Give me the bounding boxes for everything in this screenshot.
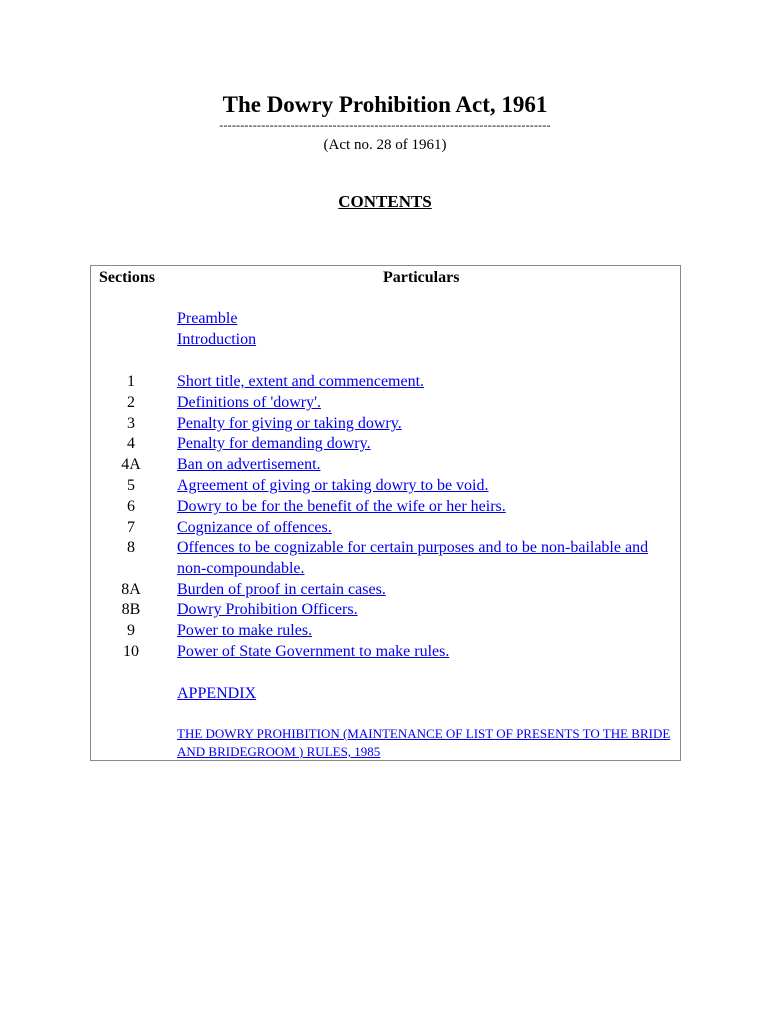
section-number: 5 <box>127 477 135 494</box>
section-link[interactable]: Power of State Government to make rules. <box>177 643 450 660</box>
section-number: 4A <box>121 456 141 473</box>
section-number: 6 <box>127 498 135 515</box>
section-link[interactable]: Definitions of 'dowry'. <box>177 394 321 411</box>
act-number: (Act no. 28 of 1961) <box>323 137 447 153</box>
section-link[interactable]: Agreement of giving or taking dowry to be void. <box>177 477 489 494</box>
rules-link[interactable]: THE DOWRY PROHIBITION (MAINTENANCE OF LIST OF PRESENTS TO THE BRIDE AND BRIDEGROOM ) RULES, 1985 <box>177 726 671 759</box>
introduction-link[interactable]: Introduction <box>177 331 257 348</box>
section-link[interactable]: Dowry to be for the benefit of the wife or her heirs. <box>177 498 506 515</box>
section-link[interactable]: Short title, extent and commencement. <box>177 373 425 390</box>
document-title: The Dowry Prohibition Act, 1961 <box>222 92 548 117</box>
contents-table <box>90 265 681 761</box>
appendix-link[interactable]: APPENDIX <box>177 685 257 702</box>
section-link[interactable]: Penalty for demanding dowry. <box>177 435 371 452</box>
contents-heading: CONTENTS <box>338 192 432 211</box>
section-number: 8B <box>121 601 141 618</box>
section-number: 1 <box>127 373 135 390</box>
section-link[interactable]: Dowry Prohibition Officers. <box>177 601 358 618</box>
section-number: 8 <box>127 539 135 556</box>
particulars-header: Particulars <box>383 269 460 286</box>
section-link[interactable]: Cognizance of offences. <box>177 519 332 536</box>
section-number: 2 <box>127 394 135 411</box>
dashed-divider: ------------------------------------------------------------------------------- <box>219 118 551 132</box>
section-number: 3 <box>127 415 135 432</box>
section-number: 9 <box>127 622 135 639</box>
sections-header: Sections <box>99 269 155 286</box>
section-link[interactable]: Ban on advertisement. <box>177 456 321 473</box>
preamble-link[interactable]: Preamble <box>177 310 238 327</box>
section-link[interactable]: Power to make rules. <box>177 622 313 639</box>
section-link[interactable]: Burden of proof in certain cases. <box>177 581 386 598</box>
section-link[interactable]: Penalty for giving or taking dowry. <box>177 415 402 432</box>
section-link[interactable]: Offences to be cognizable for certain purposes and to be non-bailable and non-compoundable. <box>177 539 649 577</box>
section-number: 10 <box>123 643 139 660</box>
section-number: 7 <box>127 519 135 536</box>
section-number: 8A <box>121 581 141 598</box>
section-number: 4 <box>127 435 135 452</box>
